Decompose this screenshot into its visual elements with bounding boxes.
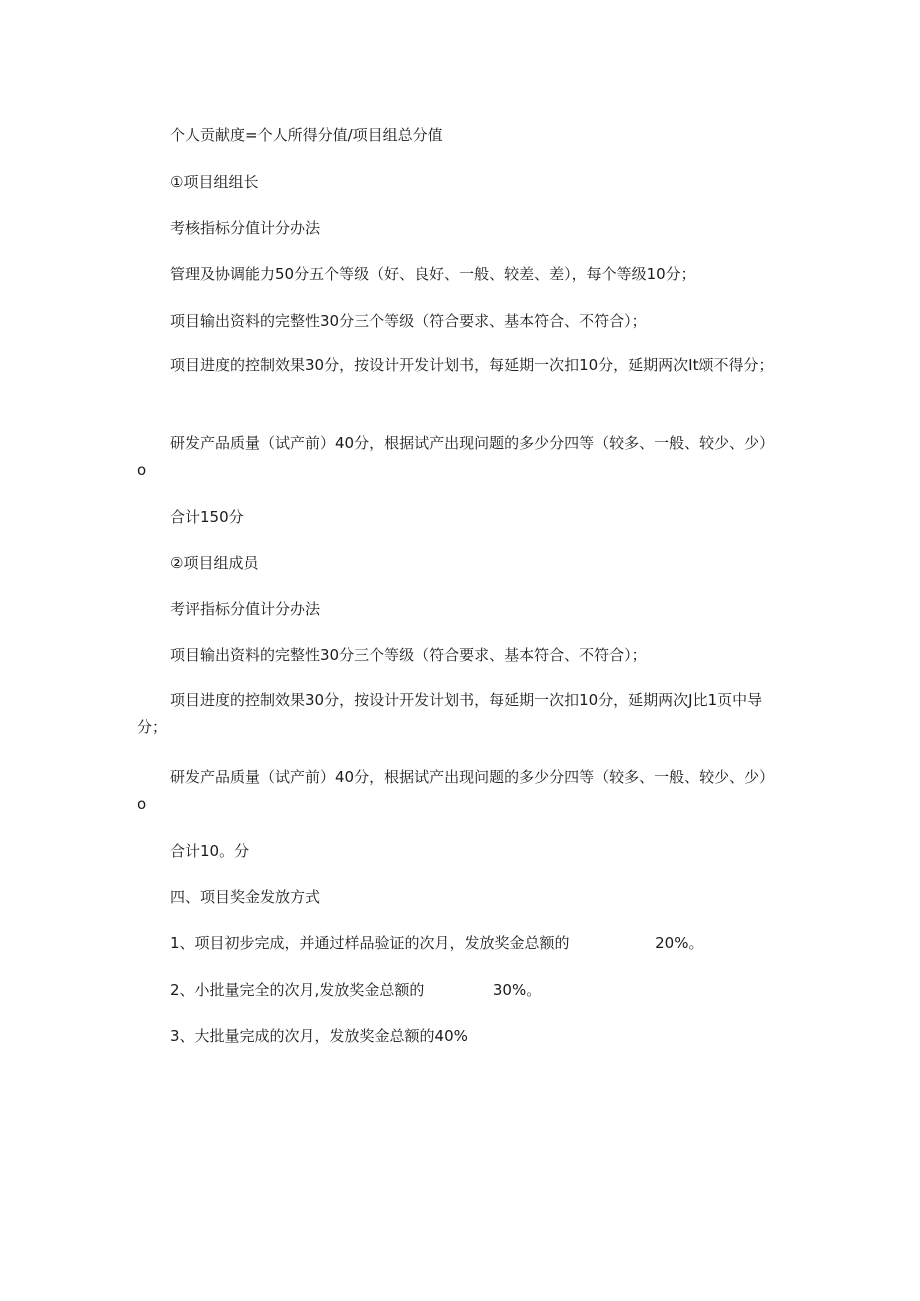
leader-heading: ①项目组组长 bbox=[170, 173, 259, 191]
member-total: 合计10。分 bbox=[170, 842, 250, 860]
leader-method-title: 考核指标分值计分办法 bbox=[170, 219, 321, 237]
bonus-rule-1-pct: 20%。 bbox=[655, 934, 704, 952]
bonus-rule-2-pct: 30%。 bbox=[492, 981, 542, 999]
bonus-rule-2-text: 2、小批量完全的次月,发放奖金总额的 bbox=[170, 981, 425, 999]
leader-item-management: 管理及协调能力50分五个等级（好、良好、一般、较差、差），每个等级10分； bbox=[170, 265, 696, 283]
member-method-title: 考评指标分值计分办法 bbox=[170, 600, 321, 618]
bonus-rule-1 bbox=[170, 933, 703, 953]
bonus-rule-3-text: 3、大批量完成的次月，发放奖金总额的40% bbox=[170, 1027, 468, 1045]
leader-total: 合计150分 bbox=[170, 508, 244, 526]
member-heading: ②项目组成员 bbox=[170, 554, 259, 572]
contribution-formula: 个人贡献度=个人所得分值/项目组总分值 bbox=[170, 126, 443, 144]
bonus-rule-3 bbox=[170, 1026, 468, 1046]
leader-item-output: 项目输出资料的完整性30分三个等级（符合要求、基本符合、不符合）； bbox=[170, 312, 647, 330]
bonus-rule-2 bbox=[170, 980, 541, 1000]
member-item-output: 项目输出资料的完整性30分三个等级（符合要求、基本符合、不符合）； bbox=[170, 646, 647, 664]
bonus-rule-1-text: 1、项目初步完成，并通过样品验证的次月，发放奖金总额的 bbox=[170, 934, 570, 952]
leader-item-quality: 研发产品质量（试产前）40分，根据试产出现问题的多少分四等（较多、一般、较少、少）o bbox=[137, 434, 775, 479]
member-item-quality: 研发产品质量（试产前）40分，根据试产出现问题的多少分四等（较多、一般、较少、少）o bbox=[137, 768, 775, 813]
member-item-progress: 项目进度的控制效果30分，按设计开发计划书，每延期一次扣10分，延期两次J比1页中导分； bbox=[137, 691, 763, 736]
leader-item-progress: 项目进度的控制效果30分，按设计开发计划书，每延期一次扣10分，延期两次It颂不得分； bbox=[170, 356, 774, 374]
section4-title: 四、项目奖金发放方式 bbox=[170, 888, 321, 906]
